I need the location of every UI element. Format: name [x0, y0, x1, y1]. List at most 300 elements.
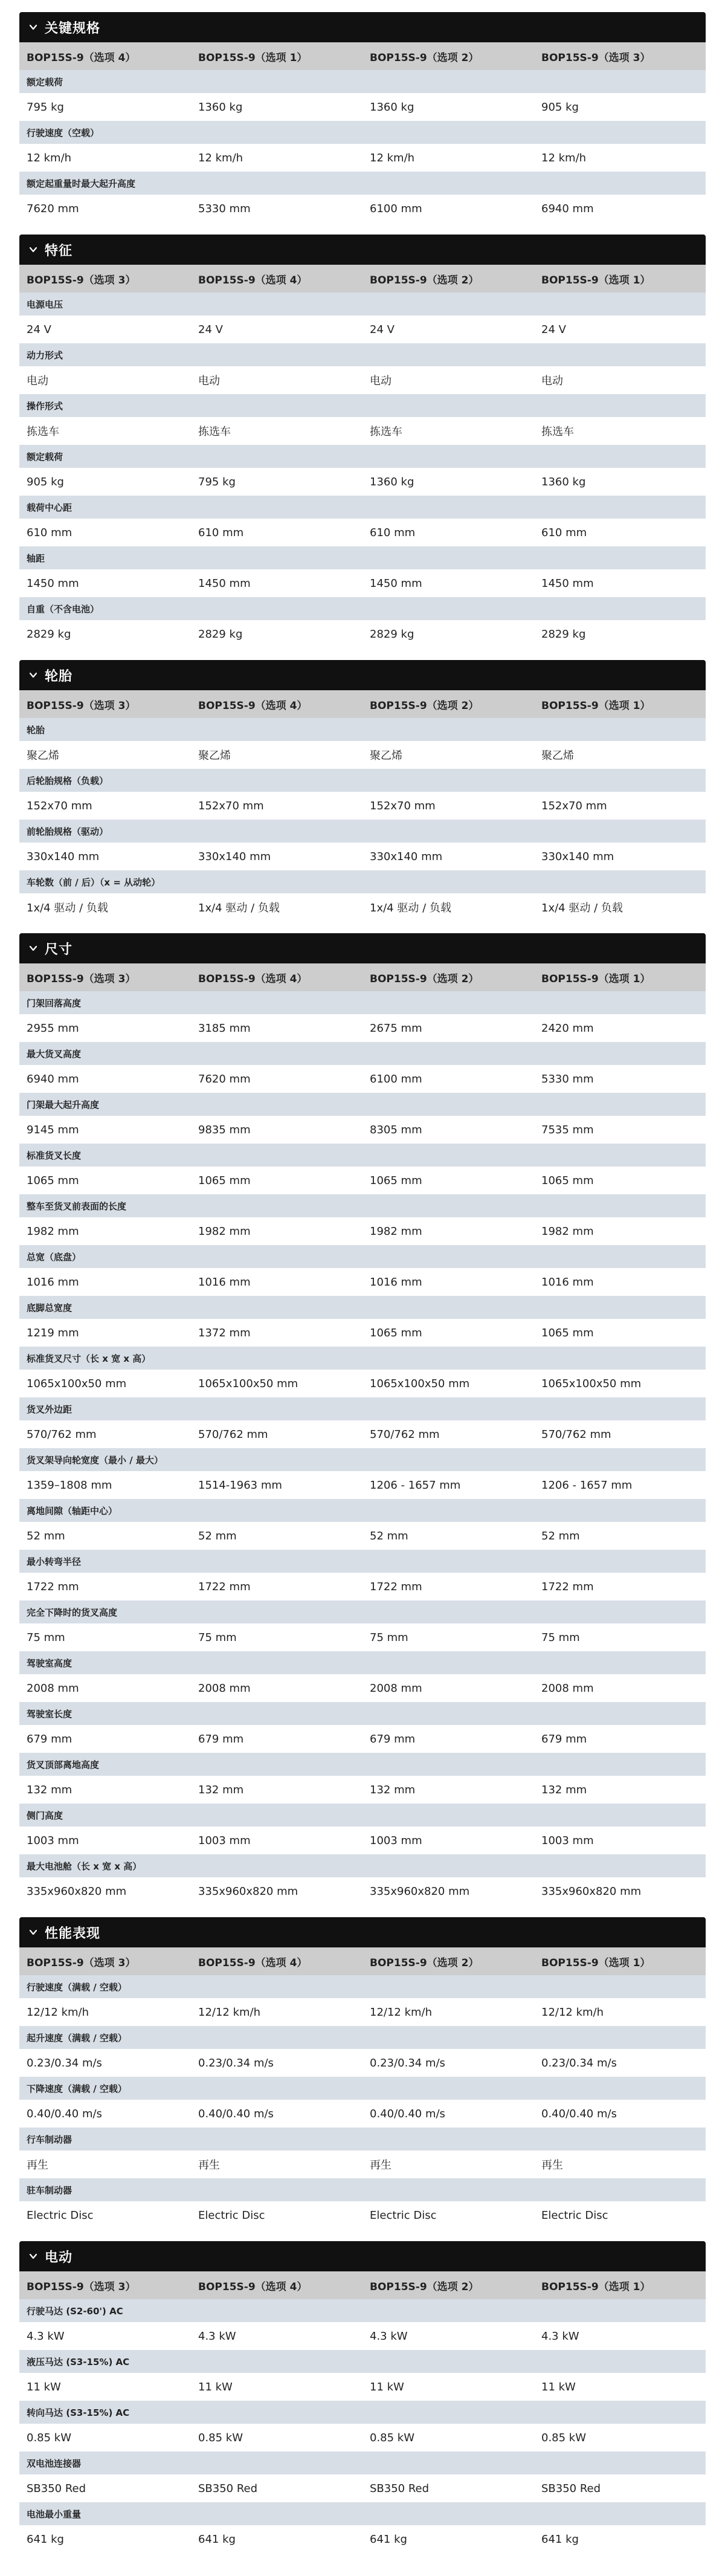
- spec-value: 电动: [541, 375, 563, 387]
- spec-value: 1016 mm: [370, 1275, 422, 1289]
- spec-value: 1003 mm: [198, 1834, 251, 1847]
- spec-value-row: [19, 1065, 706, 1093]
- spec-label: 最大货叉高度: [19, 1042, 706, 1065]
- spec-value: 1016 mm: [541, 1275, 594, 1289]
- chevron-down-icon[interactable]: [28, 943, 39, 954]
- spec-value-row: [19, 569, 706, 597]
- section-title: 电动: [45, 2250, 73, 2265]
- spec-value-row: [19, 741, 706, 769]
- spec-label: 货叉外边距: [19, 1397, 706, 1420]
- spec-value: 1360 kg: [370, 475, 414, 488]
- spec-value: 11 kW: [198, 2380, 233, 2393]
- spec-value: 335x960x820 mm: [198, 1885, 298, 1898]
- spec-value: 1722 mm: [370, 1580, 422, 1593]
- spec-value: 1360 kg: [198, 100, 243, 114]
- spec-value: 610 mm: [370, 526, 416, 539]
- spec-value-row: [19, 2201, 706, 2229]
- spec-value: 52 mm: [27, 1529, 65, 1542]
- spec-value-row: [19, 1674, 706, 1702]
- spec-value: 1722 mm: [541, 1580, 594, 1593]
- spec-value: 0.85 kW: [541, 2431, 587, 2444]
- spec-value-row: [19, 1268, 706, 1296]
- spec-section: [19, 2241, 706, 2553]
- spec-label: 转向马达 (S3-15%) AC: [19, 2401, 706, 2424]
- spec-value: 1206 - 1657 mm: [541, 1478, 633, 1492]
- column-header: BOP15S-9（选项 1）: [541, 1956, 651, 1969]
- chevron-down-icon[interactable]: [28, 670, 39, 681]
- spec-value: 905 kg: [27, 475, 64, 488]
- spec-value-row: [19, 2049, 706, 2077]
- spec-value: 1065 mm: [27, 1174, 79, 1187]
- spec-value: 1065 mm: [198, 1174, 251, 1187]
- spec-value: 2675 mm: [370, 1021, 422, 1035]
- chevron-down-icon[interactable]: [28, 244, 39, 255]
- section-header-toggle[interactable]: [19, 933, 706, 963]
- spec-value: 132 mm: [27, 1783, 72, 1796]
- spec-value: 6940 mm: [541, 202, 594, 215]
- spec-value-row: [19, 1522, 706, 1550]
- spec-value: 拣选车: [198, 426, 231, 438]
- spec-value: 0.23/0.34 m/s: [541, 2056, 617, 2070]
- spec-value: 1514-1963 mm: [198, 1478, 282, 1492]
- spec-value: 1003 mm: [27, 1834, 79, 1847]
- spec-value: 132 mm: [541, 1783, 587, 1796]
- spec-label: 驻车制动器: [19, 2178, 706, 2201]
- spec-value: 电动: [198, 375, 220, 387]
- spec-value: 152x70 mm: [198, 799, 264, 812]
- spec-label: 标准货叉尺寸（长 x 宽 x 高）: [19, 1347, 706, 1370]
- spec-value: 再生: [198, 2159, 220, 2172]
- spec-value: 1722 mm: [198, 1580, 251, 1593]
- spec-label: 总宽（底盘）: [19, 1245, 706, 1268]
- spec-value: 1360 kg: [541, 475, 586, 488]
- spec-value-row: [19, 144, 706, 172]
- spec-value: 1360 kg: [370, 100, 414, 114]
- spec-value: 1065x100x50 mm: [541, 1377, 642, 1390]
- section-header-toggle[interactable]: [19, 12, 706, 42]
- spec-label: 行驶速度（满载 / 空载）: [19, 1975, 706, 1998]
- spec-value: 335x960x820 mm: [370, 1885, 470, 1898]
- column-header: BOP15S-9（选项 1）: [198, 51, 308, 64]
- spec-value: 679 mm: [27, 1732, 72, 1746]
- spec-value: 12/12 km/h: [198, 2005, 261, 2019]
- spec-value-row: [19, 1319, 706, 1347]
- spec-label: 前轮胎规格（驱动）: [19, 820, 706, 843]
- spec-value: 聚乙烯: [27, 749, 59, 762]
- spec-value: 1065 mm: [370, 1174, 422, 1187]
- spec-label: 额定载荷: [19, 70, 706, 93]
- spec-value-row: [19, 1167, 706, 1194]
- column-header: BOP15S-9（选项 4）: [198, 1956, 308, 1969]
- spec-value-row: [19, 1471, 706, 1499]
- column-header: BOP15S-9（选项 4）: [198, 699, 308, 712]
- spec-value: SB350 Red: [370, 2482, 430, 2495]
- spec-value: 4.3 kW: [370, 2329, 408, 2343]
- spec-label: 轴距: [19, 546, 706, 569]
- spec-label: 驾驶室高度: [19, 1651, 706, 1674]
- column-header: BOP15S-9（选项 1）: [541, 972, 651, 985]
- spec-value: 132 mm: [370, 1783, 416, 1796]
- spec-value: 1065x100x50 mm: [370, 1377, 470, 1390]
- spec-value: 0.40/0.40 m/s: [198, 2107, 274, 2120]
- spec-value: 2008 mm: [198, 1681, 251, 1695]
- spec-label: 电源电压: [19, 293, 706, 316]
- spec-label: 电池最小重量: [19, 2502, 706, 2525]
- spec-value: 1982 mm: [27, 1225, 79, 1238]
- section-header-toggle[interactable]: [19, 1917, 706, 1947]
- spec-value: 1065 mm: [541, 1174, 594, 1187]
- spec-value: 5330 mm: [198, 202, 251, 215]
- spec-label: 底脚总宽度: [19, 1296, 706, 1319]
- spec-value: 电动: [27, 375, 48, 387]
- spec-value: 330x140 mm: [541, 850, 614, 863]
- column-header: BOP15S-9（选项 3）: [541, 51, 651, 64]
- spec-label: 轮胎: [19, 718, 706, 741]
- spec-value: 1065x100x50 mm: [198, 1377, 298, 1390]
- spec-value: 拣选车: [27, 426, 59, 438]
- spec-label: 门架最大起升高度: [19, 1093, 706, 1116]
- column-header: BOP15S-9（选项 4）: [27, 51, 136, 64]
- spec-value-row: [19, 1998, 706, 2026]
- spec-value: 75 mm: [27, 1631, 65, 1644]
- spec-value: 6100 mm: [370, 202, 422, 215]
- column-header: BOP15S-9（选项 3）: [27, 274, 136, 286]
- spec-value: 聚乙烯: [370, 749, 402, 762]
- spec-value: 570/762 mm: [27, 1428, 97, 1441]
- spec-value-row: [19, 93, 706, 121]
- spec-value: 52 mm: [198, 1529, 237, 1542]
- spec-value: 电动: [370, 375, 392, 387]
- spec-value: 0.23/0.34 m/s: [370, 2056, 445, 2070]
- spec-value: 1x/4 驱动 / 负载: [27, 902, 108, 914]
- spec-value: 75 mm: [370, 1631, 408, 1644]
- spec-value: 795 kg: [27, 100, 64, 114]
- spec-label: 起升速度（满载 / 空载）: [19, 2026, 706, 2049]
- spec-value: 1016 mm: [198, 1275, 251, 1289]
- spec-section: [19, 235, 706, 648]
- column-header: BOP15S-9（选项 2）: [370, 699, 479, 712]
- spec-value: 641 kg: [198, 2532, 236, 2546]
- spec-label: 后轮胎规格（负载）: [19, 769, 706, 792]
- spec-value: 570/762 mm: [370, 1428, 440, 1441]
- spec-value: 2008 mm: [27, 1681, 79, 1695]
- spec-value: 152x70 mm: [370, 799, 436, 812]
- spec-value: 11 kW: [370, 2380, 404, 2393]
- spec-value: 12 km/h: [370, 151, 415, 164]
- spec-value: 6100 mm: [370, 1072, 422, 1086]
- spec-value: 795 kg: [198, 475, 236, 488]
- spec-value-row: [19, 1420, 706, 1448]
- column-header: BOP15S-9（选项 3）: [27, 1956, 136, 1969]
- spec-value: 641 kg: [370, 2532, 407, 2546]
- spec-label: 额定起重量时最大起升高度: [19, 172, 706, 195]
- spec-label: 车轮数（前 / 后）（x = 从动轮）: [19, 870, 706, 893]
- spec-value: 335x960x820 mm: [541, 1885, 642, 1898]
- spec-value: Electric Disc: [370, 2209, 437, 2222]
- spec-value-row: [19, 1014, 706, 1042]
- spec-value: 24 V: [27, 323, 51, 336]
- spec-value: 6940 mm: [27, 1072, 79, 1086]
- spec-value: 0.40/0.40 m/s: [370, 2107, 445, 2120]
- spec-value-row: [19, 468, 706, 496]
- spec-label: 操作形式: [19, 394, 706, 417]
- spec-value: 0.85 kW: [370, 2431, 415, 2444]
- spec-page: [0, 12, 725, 2553]
- spec-value: 0.23/0.34 m/s: [198, 2056, 274, 2070]
- spec-value: 24 V: [198, 323, 223, 336]
- spec-label: 液压马达 (S3-15%) AC: [19, 2350, 706, 2373]
- column-header-row: [19, 2271, 706, 2299]
- spec-value: 2008 mm: [541, 1681, 594, 1695]
- spec-label: 门架回落高度: [19, 991, 706, 1014]
- spec-value: 2008 mm: [370, 1681, 422, 1695]
- spec-value: 2829 kg: [27, 627, 71, 641]
- section-title: 关键规格: [45, 21, 101, 36]
- spec-value-row: [19, 1217, 706, 1245]
- spec-value: 12/12 km/h: [541, 2005, 604, 2019]
- spec-value: 12 km/h: [541, 151, 587, 164]
- column-header-row: [19, 265, 706, 293]
- spec-value-row: [19, 893, 706, 921]
- column-header: BOP15S-9（选项 2）: [370, 1956, 479, 1969]
- spec-value: 再生: [27, 2159, 48, 2172]
- spec-value: 75 mm: [198, 1631, 237, 1644]
- spec-label: 动力形式: [19, 343, 706, 366]
- spec-value: 1065x100x50 mm: [27, 1377, 127, 1390]
- spec-value: Electric Disc: [198, 2209, 265, 2222]
- spec-value: SB350 Red: [198, 2482, 258, 2495]
- spec-value: 拣选车: [370, 426, 402, 438]
- spec-value: Electric Disc: [541, 2209, 608, 2222]
- spec-value: 1450 mm: [198, 577, 251, 590]
- spec-value-row: [19, 2373, 706, 2401]
- spec-value-row: [19, 1116, 706, 1144]
- spec-value: 聚乙烯: [541, 749, 574, 762]
- column-header-row: [19, 690, 706, 718]
- spec-value-row: [19, 417, 706, 445]
- spec-label: 额定载荷: [19, 445, 706, 468]
- column-header: BOP15S-9（选项 2）: [370, 51, 479, 64]
- column-header-row: [19, 963, 706, 991]
- spec-section: [19, 660, 706, 921]
- column-header: BOP15S-9（选项 4）: [198, 274, 308, 286]
- spec-value: 11 kW: [27, 2380, 61, 2393]
- spec-value: SB350 Red: [541, 2482, 601, 2495]
- chevron-down-icon[interactable]: [28, 22, 39, 33]
- spec-label: 最小转弯半径: [19, 1550, 706, 1573]
- column-header: BOP15S-9（选项 2）: [370, 274, 479, 286]
- spec-value: 52 mm: [541, 1529, 580, 1542]
- spec-value: 0.85 kW: [198, 2431, 243, 2444]
- column-header: BOP15S-9（选项 1）: [541, 274, 651, 286]
- spec-value: SB350 Red: [27, 2482, 86, 2495]
- spec-value: 1359–1808 mm: [27, 1478, 112, 1492]
- spec-value-row: [19, 1725, 706, 1753]
- spec-value: 1003 mm: [370, 1834, 422, 1847]
- spec-value: 0.40/0.40 m/s: [27, 2107, 102, 2120]
- spec-label: 双电池连接器: [19, 2451, 706, 2474]
- spec-value: 1450 mm: [27, 577, 79, 590]
- spec-value: 1206 - 1657 mm: [370, 1478, 461, 1492]
- spec-label: 行驶马达 (S2-60') AC: [19, 2299, 706, 2322]
- spec-value-row: [19, 1370, 706, 1397]
- spec-value: 4.3 kW: [198, 2329, 236, 2343]
- spec-value: 0.85 kW: [27, 2431, 72, 2444]
- column-header: BOP15S-9（选项 1）: [541, 2280, 651, 2293]
- spec-value: 330x140 mm: [370, 850, 443, 863]
- spec-value: 1372 mm: [198, 1326, 251, 1339]
- spec-value: 8305 mm: [370, 1123, 422, 1136]
- spec-value: 641 kg: [27, 2532, 64, 2546]
- section-title: 性能表现: [45, 1926, 101, 1941]
- spec-value: 7620 mm: [198, 1072, 251, 1086]
- spec-section: [19, 933, 706, 1905]
- spec-value: 2829 kg: [370, 627, 414, 641]
- spec-label: 侧门高度: [19, 1804, 706, 1827]
- spec-value-row: [19, 792, 706, 820]
- spec-value: 1x/4 驱动 / 负载: [370, 902, 451, 914]
- spec-label: 标准货叉长度: [19, 1144, 706, 1167]
- column-header: BOP15S-9（选项 2）: [370, 2280, 479, 2293]
- spec-value: 2420 mm: [541, 1021, 594, 1035]
- spec-value: 12 km/h: [27, 151, 72, 164]
- spec-value: 7535 mm: [541, 1123, 594, 1136]
- spec-value-row: [19, 2150, 706, 2178]
- spec-value-row: [19, 195, 706, 222]
- spec-label: 离地间隙（轴距中心）: [19, 1499, 706, 1522]
- column-header: BOP15S-9（选项 4）: [198, 2280, 308, 2293]
- spec-value-row: [19, 1827, 706, 1854]
- spec-value: 1016 mm: [27, 1275, 79, 1289]
- spec-label: 整车至货叉前表面的长度: [19, 1194, 706, 1217]
- spec-section: [19, 1917, 706, 2229]
- column-header: BOP15S-9（选项 3）: [27, 2280, 136, 2293]
- spec-value: 679 mm: [541, 1732, 587, 1746]
- spec-value: 610 mm: [541, 526, 587, 539]
- section-header-toggle[interactable]: [19, 2241, 706, 2271]
- spec-value: 聚乙烯: [198, 749, 231, 762]
- column-header: BOP15S-9（选项 4）: [198, 972, 308, 985]
- spec-value: 132 mm: [198, 1783, 244, 1796]
- spec-value: 2829 kg: [198, 627, 243, 641]
- spec-value: 1003 mm: [541, 1834, 594, 1847]
- column-header-row: [19, 1947, 706, 1975]
- spec-value: 7620 mm: [27, 202, 79, 215]
- section-header-toggle[interactable]: [19, 235, 706, 265]
- spec-label: 下降速度（满载 / 空载）: [19, 2077, 706, 2100]
- spec-value-row: [19, 2525, 706, 2553]
- spec-value-row: [19, 2424, 706, 2451]
- spec-value: 2955 mm: [27, 1021, 79, 1035]
- spec-label: 货叉顶部离地高度: [19, 1753, 706, 1776]
- column-header: BOP15S-9（选项 3）: [27, 972, 136, 985]
- spec-label: 行车制动器: [19, 2128, 706, 2150]
- spec-value-row: [19, 1877, 706, 1905]
- spec-value: 1450 mm: [370, 577, 422, 590]
- spec-value: 641 kg: [541, 2532, 579, 2546]
- chevron-down-icon[interactable]: [28, 2251, 39, 2262]
- spec-value-row: [19, 366, 706, 394]
- spec-value: 335x960x820 mm: [27, 1885, 127, 1898]
- spec-value: 0.40/0.40 m/s: [541, 2107, 617, 2120]
- spec-value: 52 mm: [370, 1529, 408, 1542]
- spec-label: 行驶速度（空载）: [19, 121, 706, 144]
- spec-value-row: [19, 1776, 706, 1804]
- column-header-row: [19, 42, 706, 70]
- spec-value: 2829 kg: [541, 627, 586, 641]
- section-title: 尺寸: [45, 942, 73, 957]
- spec-value: 1982 mm: [198, 1225, 251, 1238]
- spec-value: 1x/4 驱动 / 负载: [541, 902, 623, 914]
- spec-value: 0.23/0.34 m/s: [27, 2056, 102, 2070]
- spec-value: 9835 mm: [198, 1123, 251, 1136]
- spec-value: 330x140 mm: [27, 850, 100, 863]
- spec-value: 再生: [541, 2159, 563, 2172]
- spec-value: 1x/4 驱动 / 负载: [198, 902, 280, 914]
- section-title: 轮胎: [45, 668, 73, 684]
- spec-value: 9145 mm: [27, 1123, 79, 1136]
- spec-value-row: [19, 2100, 706, 2128]
- section-title: 特征: [45, 243, 73, 259]
- spec-value: 24 V: [541, 323, 566, 336]
- spec-value: 11 kW: [541, 2380, 576, 2393]
- chevron-down-icon[interactable]: [28, 1927, 39, 1938]
- spec-value-row: [19, 620, 706, 648]
- spec-value: 1065 mm: [370, 1326, 422, 1339]
- spec-value: 再生: [370, 2159, 392, 2172]
- column-header: BOP15S-9（选项 2）: [370, 972, 479, 985]
- spec-value: 610 mm: [198, 526, 244, 539]
- spec-value: 5330 mm: [541, 1072, 594, 1086]
- spec-value: 12/12 km/h: [370, 2005, 433, 2019]
- spec-value-row: [19, 2322, 706, 2350]
- spec-value: 1722 mm: [27, 1580, 79, 1593]
- spec-value: 570/762 mm: [198, 1428, 268, 1441]
- spec-label: 驾驶室长度: [19, 1702, 706, 1725]
- spec-value: 679 mm: [370, 1732, 416, 1746]
- spec-value-row: [19, 1573, 706, 1600]
- spec-value: 1982 mm: [541, 1225, 594, 1238]
- spec-value: Electric Disc: [27, 2209, 94, 2222]
- spec-value: 610 mm: [27, 526, 72, 539]
- spec-value: 12 km/h: [198, 151, 243, 164]
- spec-value: 1450 mm: [541, 577, 594, 590]
- spec-value-row: [19, 519, 706, 546]
- spec-value: 4.3 kW: [541, 2329, 579, 2343]
- column-header: BOP15S-9（选项 1）: [541, 699, 651, 712]
- spec-value: 1065 mm: [541, 1326, 594, 1339]
- spec-value: 570/762 mm: [541, 1428, 611, 1441]
- column-header: BOP15S-9（选项 3）: [27, 699, 136, 712]
- spec-value: 12/12 km/h: [27, 2005, 89, 2019]
- spec-value: 3185 mm: [198, 1021, 251, 1035]
- spec-value: 拣选车: [541, 426, 574, 438]
- spec-section: [19, 12, 706, 222]
- spec-label: 最大电池舱（长 x 宽 x 高）: [19, 1854, 706, 1877]
- spec-value: 905 kg: [541, 100, 579, 114]
- section-header-toggle[interactable]: [19, 660, 706, 690]
- spec-value: 1982 mm: [370, 1225, 422, 1238]
- spec-value: 4.3 kW: [27, 2329, 65, 2343]
- spec-value-row: [19, 2474, 706, 2502]
- spec-label: 货叉架导向轮宽度（最小 / 最大）: [19, 1448, 706, 1471]
- spec-value-row: [19, 843, 706, 870]
- spec-value: 152x70 mm: [541, 799, 607, 812]
- spec-value-row: [19, 316, 706, 343]
- spec-label: 自重（不含电池）: [19, 597, 706, 620]
- spec-value-row: [19, 1623, 706, 1651]
- spec-value: 152x70 mm: [27, 799, 92, 812]
